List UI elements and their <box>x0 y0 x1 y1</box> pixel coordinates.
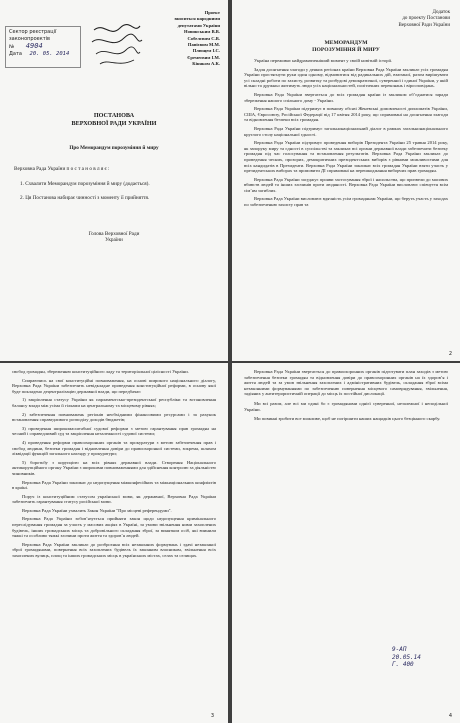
memo-paragraph: Верховна Рада України ухвалить Закон України "Про місцеві референдуми". <box>22 507 172 513</box>
stamp-line-2: законопроектів <box>9 36 50 42</box>
memo-paragraph: Верховна Рада України засуджує прояви застосування зброї і насильства, що призвели до масових вбивств людей та інших злочинів проти людяності. Верховна Рада України висловлює співчуття всім сім’ям загиблих. <box>244 176 448 193</box>
memo-paragraph: Верховна Рада України підтримує загальнонаціональний діалог в рамках загальнонаціонального круглого столу національної єдності. <box>244 125 448 137</box>
memo-paragraph: Верховна Рада України підтримує проведення виборів Президента України 25 травня 2014 року, як запоруку миру та єдності в суспільстві та закликає всі органи державної влади забезпечити безпеку громадян під час голосування та встановлення результатів. Верховна Рада України закликає до проведення чесних, прозорих, демократичних президентських виборів з рівними можливостями для всіх кандидатів в Президенти. Верховна Рада України закликає всіх громадян України взяти участь у президентських виборах та промовити ДІ спрямовані на перешкоджання виборчих прав громадян. <box>244 140 448 174</box>
memo-list-item: 5) боротьбу з корупцією на всіх рівнях державної влади. Створення Національного антикорупційного органу України з широкими повноваженнями для здійснення контролю за діяльністю чиновників. <box>12 459 216 476</box>
memorandum-body-p3 <box>12 369 216 562</box>
memo-paragraph: Верховна Рада України підтримує в повному обсязі Женевські домовленості дипломатів України, США, Євросоюзу, Російської Федерації від 17 квітня 2014 року, що спрямовані на досягнення злагоди та відновлення безпеки всіх громадян. <box>244 106 448 123</box>
memo-paragraph: Верховна Рада України закликає до недопущення міжконфесійних та міжнаціональних конфліктів в країні. <box>12 479 216 491</box>
memo-paragraph: Верховна Рада України звертається до правоохоронних органів підготувати план заходів з метою забезпечення безпеки громадян та відновлення довіри до правоохоронних органів на їх здоров’я і життя людей та за умов звільнення захоплених і адміністративних будівель, складання зброї всіма незаконними формуваннями по забезпеченню повернення місцевого самоврядування, звільнення, задіяних у антитерористичній операції до місць їх постійної дислокації. <box>244 369 448 397</box>
stamp-number-label: № <box>9 44 15 50</box>
memo-paragraph: Задля досягнення злагоди у деяких регіонах країни Верховна Рада України закликає усіх громадян України простягнути руки один одному, відмовитися від радикальних дій, взаємної, разом вирішувати усі складні роботи по захисту, розвитку та розбудові демократичної, суверенної і єдиної України, у якій вільно та дружньо житимуть люди усіх національностей, політичних переконань і віросповідань. <box>244 66 448 89</box>
page-2 <box>232 0 460 361</box>
stamp-number-value: 4904 <box>25 42 43 50</box>
memo-list-item: 2) забезпечення повноважень регіонів необхідними фінансовими ресурсами і за рахунок встановлення справедливого розподілу доходів бюджетів; <box>12 411 216 423</box>
memo-list-item: 1) закріплення статусу України як парламентсько-президентської республіки та встановлення балансу влади між усіма її гілками на центральному та місцевому рівнях; <box>12 397 216 408</box>
signatures-scribble <box>90 20 145 70</box>
page-number: 4 <box>448 713 452 719</box>
bill-authors-header: Проект вноситься народними депутатами України Новинським В.В. Собелєвим С.В. Папієвим М.М. Плющем І.С. Єремеєвим І.М. Кіняком А.К. <box>174 10 220 67</box>
resolution-subject: Про Меморандум порозуміння й миру <box>69 145 159 151</box>
registration-stamp <box>5 26 81 68</box>
memo-paragraph: Україна переживає найдраматичніший момент у своїй новітній історії. <box>254 58 393 63</box>
decree-item-2: 2. Ця Постанова набирає чинності з моменту її прийняття. <box>20 195 150 201</box>
chairman-signature-block: Голова Верховної Ради України <box>88 231 140 243</box>
page-4 <box>232 363 460 723</box>
page-number: 2 <box>448 351 452 357</box>
handwritten-registration-note: 9-АП 20.05.14 Г. 400 <box>392 646 421 668</box>
appendix-header: Додаток до проекту Постанови Верховної Ради України <box>398 10 450 28</box>
memo-list-item: 4) проведення реформи правоохоронних органів та прокуратури з метою забезпечення прав і свобод людини, безпеки громадян і відновлення довіри до правоохоронної системи, зокрема, шляхом ліквідації функцій загального нагляду у прокуратури; <box>12 439 216 457</box>
resolution-title: ПОСТАНОВА ВЕРХОВНОЇ РАДИ УКРАЇНИ <box>71 112 157 127</box>
memorandum-body-p2 <box>244 58 448 211</box>
memo-paragraph: Ми повинні зробити все можливе, щоб не погіршити наших нащадків цього безцінного скарбу. <box>254 416 441 422</box>
memo-paragraph: Верховна Рада України звертається до всіх громадян країни із закликом об’єднатися заради збереження нашого спільного дому - України. <box>244 91 448 103</box>
memo-paragraph: свобод громадян, збереженню конституційного ладу та територіальної цілісності України. <box>12 369 189 374</box>
memo-list-item: 3) проведення широкомасштабної судової реформи з метою гарантування прав громадян на чесний і справедливий суд та закріплення незалежності судової системи; <box>12 425 216 437</box>
memo-paragraph: Поруч із конституційним статусом української мови, як державної, Верховна Рада України забезпечить гарантування статусу російської мови. <box>12 493 216 505</box>
stamp-date-row <box>9 51 77 58</box>
page-1 <box>0 0 228 361</box>
decree-item-1: 1. Схвалити Меморандум порозуміння й миру (додається). <box>20 181 150 187</box>
memo-paragraph: Верховна Рада України закликає до розброєння всіх незаконних формувань і здачі незаконної зброї громадянами, повернення всіх захоплених будівель їх законним власникам, звільнення всіх захоплених вулиць, площ та інших громадських місць в українських містах, селах та селищах. <box>12 541 216 559</box>
stamp-date-label: Дата <box>9 51 22 57</box>
memorandum-title: МЕМОРАНДУМ ПОРОЗУМІННЯ Й МИРУ <box>312 40 380 53</box>
memo-paragraph: Верховна Рада України висловлює вдячність усім громадянам України, що беруть участь у заходах по забезпеченню захисту прав та <box>244 196 448 208</box>
memo-paragraph: Ми всі разом, але всі ми єдині бо є громадянами однієї суверенної, незалежної і неподільної України. <box>244 400 448 412</box>
memorandum-body-p4 <box>244 369 448 426</box>
page-number: 3 <box>210 713 214 719</box>
stamp-line-1: Сектор реєстрації <box>9 29 57 35</box>
stamp-date-value: 20. 05. 2014 <box>29 51 70 57</box>
memo-paragraph: Спираючись на свої конституційні повноваження, на основі широкого національного діалогу, Верховна Рада України забезпечить невідкладне проведення конституційної реформи, в основу якої буде покладено децентралізацію державної влади, що передбачає: <box>12 377 216 394</box>
stamp-number-row <box>9 43 77 51</box>
memo-paragraph: Верховна Рада України зобов’язується прийняти закон щодо недопущення кримінального переслідування громадян за участь у масових акціях в Україні, за умови звільнення ними захоплених будівель, інших громадських місць та добровільного складання зброї, за винятком осіб, які вчинили тяжкі та особливо тяжкі злочини проти життя та здоров’я людей. <box>12 516 216 539</box>
page-3 <box>0 363 228 723</box>
decree-line: Верховна Рада України п о с т а н о в л я є : <box>14 166 110 172</box>
